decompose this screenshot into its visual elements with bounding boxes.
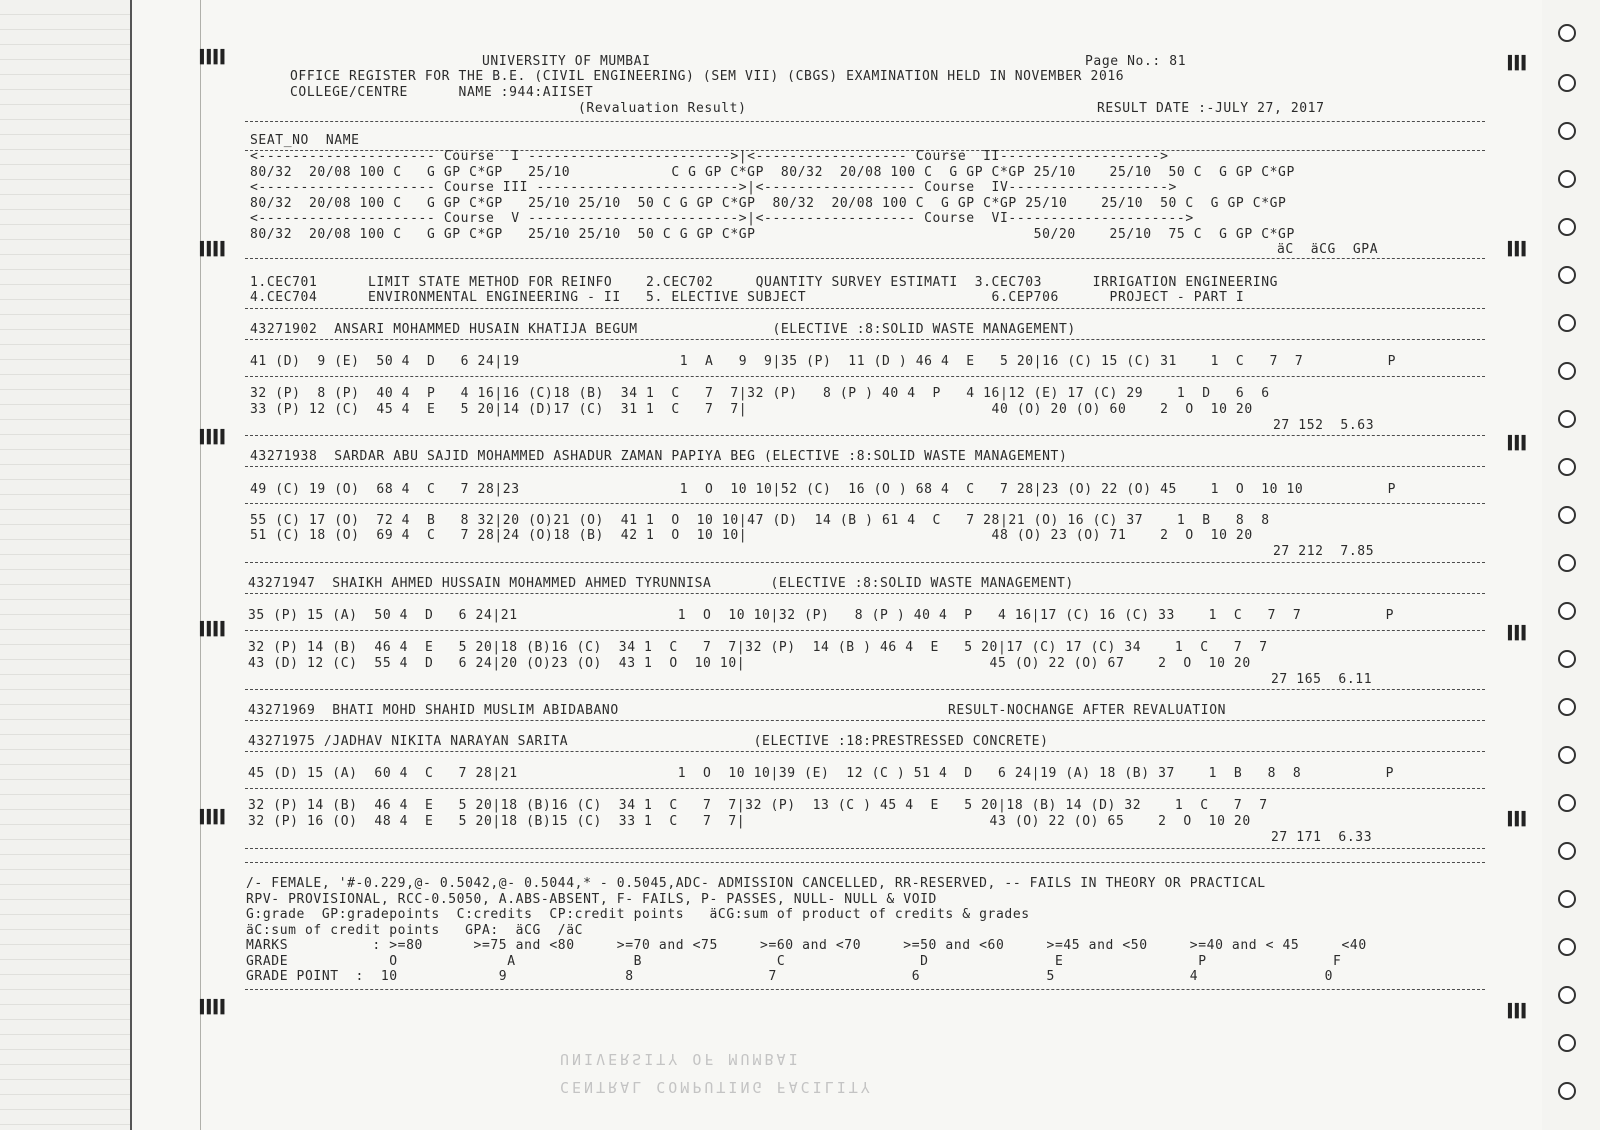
gpa-summary: 27 171 6.33 bbox=[1271, 830, 1373, 845]
divider bbox=[245, 848, 1485, 849]
grade-scale-grades: GRADE O A B C D E P F bbox=[246, 954, 1342, 969]
marks-row: 33 (P) 12 (C) 45 4 E 5 20|14 (D)17 (C) 31 1 C 7 7| 40 (O) 20 (O) 60 2 O 10 20 bbox=[250, 402, 1253, 417]
bleed-through-text: CENTRAL COMPUTING FACILITY bbox=[560, 1078, 873, 1096]
feed-hole bbox=[1558, 74, 1576, 92]
left-margin-strip bbox=[0, 0, 130, 1130]
feed-hole bbox=[1558, 266, 1576, 284]
grade-scale-points: GRADE POINT : 10 9 8 7 6 5 4 0 bbox=[246, 969, 1334, 984]
course-header: <--------------------- Course III ------------------------>|<------------------ Course IV-------------------> bbox=[250, 180, 1177, 195]
registration-mark: ▌▌▌ bbox=[1508, 812, 1529, 827]
legend-line: RPV- PROVISIONAL, RCC-0.5050, A.ABS-ABSENT, F- FAILS, P- PASSES, NULL- NULL & VOID bbox=[246, 892, 937, 907]
course-header: <--------------------- Course I ------------------------>|<------------------ Course II-------------------> bbox=[250, 149, 1169, 164]
marks-row: 55 (C) 17 (O) 72 4 B 8 32|20 (O)21 (O) 41 1 O 10 10|47 (D) 14 (B ) 61 4 C 7 28|21 (O) 16 (C) 37 1 B 8 8 bbox=[250, 513, 1270, 528]
course-header: <--------------------- Course V ------------------------->|<------------------ Course VI---------------------> bbox=[250, 211, 1194, 226]
gpa-summary: 27 212 7.85 bbox=[1273, 544, 1375, 559]
feed-hole bbox=[1558, 890, 1576, 908]
column-header: 80/32 20/08 100 C G GP C*GP 25/10 C G GP C*GP 80/32 20/08 100 C G GP C*GP 25/10 25/10 50 C G GP C*GP bbox=[250, 165, 1295, 180]
feed-hole bbox=[1558, 794, 1576, 812]
result-date: RESULT DATE :-JULY 27, 2017 bbox=[1097, 101, 1325, 116]
subject-list: 1.CEC701 LIMIT STATE METHOD FOR REINFO 2.CEC702 QUANTITY SURVEY ESTIMATI 3.CEC703 IRRIGATION ENGINEERING bbox=[250, 275, 1279, 290]
feed-hole bbox=[1558, 122, 1576, 140]
registration-mark: ▌▌▌ bbox=[1508, 1004, 1529, 1019]
tractor-feed-holes bbox=[1540, 0, 1600, 1130]
feed-hole bbox=[1558, 554, 1576, 572]
revaluation-label: (Revaluation Result) bbox=[578, 101, 747, 116]
column-header: 80/32 20/08 100 C G GP C*GP 25/10 25/10 50 C G GP C*GP 80/32 20/08 100 C G GP C*GP 25/10 25/10 50 C G GP C*GP bbox=[250, 196, 1287, 211]
divider bbox=[245, 308, 1485, 309]
student-title: 43271969 BHATI MOHD SHAHID MUSLIM ABIDABANO bbox=[248, 703, 619, 718]
divider bbox=[245, 562, 1485, 563]
marks-row: 32 (P) 16 (O) 48 4 E 5 20|18 (B)15 (C) 33 1 C 7 7| 43 (O) 22 (O) 65 2 O 10 20 bbox=[248, 814, 1251, 829]
feed-hole bbox=[1558, 170, 1576, 188]
divider bbox=[245, 630, 1485, 631]
feed-hole bbox=[1558, 314, 1576, 332]
registration-mark: ▌▌▌▌ bbox=[200, 622, 228, 637]
divider bbox=[245, 862, 1485, 863]
marks-row: 41 (D) 9 (E) 50 4 D 6 24|19 1 A 9 9|35 (P) 11 (D ) 46 4 E 5 20|16 (C) 15 (C) 31 1 C 7 7 P bbox=[250, 354, 1397, 369]
marks-row: 32 (P) 8 (P) 40 4 P 4 16|16 (C)18 (B) 34 1 C 7 7|32 (P) 8 (P ) 40 4 P 4 16|12 (E) 17 (C) 29 1 D 6 6 bbox=[250, 386, 1270, 401]
feed-hole bbox=[1558, 1082, 1576, 1100]
nochange-status: RESULT-NOCHANGE AFTER REVALUATION bbox=[948, 703, 1227, 718]
gpa-summary: 27 165 6.11 bbox=[1271, 672, 1373, 687]
feed-hole bbox=[1558, 650, 1576, 668]
feed-hole bbox=[1558, 506, 1576, 524]
registration-mark: ▌▌▌ bbox=[1508, 242, 1529, 257]
feed-hole bbox=[1558, 218, 1576, 236]
feed-hole bbox=[1558, 24, 1576, 42]
feed-hole bbox=[1558, 698, 1576, 716]
student-title: 43271902 ANSARI MOHAMMED HUSAIN KHATIJA BEGUM (ELECTIVE :8:SOLID WASTE MANAGEMENT) bbox=[250, 322, 1076, 337]
registration-mark: ▌▌▌ bbox=[1508, 56, 1529, 71]
divider bbox=[245, 258, 1485, 259]
legend-line: äC:sum of credit points GPA: äCG /äC bbox=[246, 923, 584, 938]
grade-scale-marks: MARKS : >=80 >=75 and <80 >=70 and <75 >=60 and <70 >=50 and <60 >=45 and <50 >=40 and < 45 <40 bbox=[246, 938, 1367, 953]
column-header: 80/32 20/08 100 C G GP C*GP 25/10 25/10 50 C G GP C*GP 50/20 25/10 75 C G GP C*GP bbox=[250, 227, 1295, 242]
university-name: UNIVERSITY OF MUMBAI bbox=[482, 54, 651, 69]
registration-mark: ▌▌▌▌ bbox=[200, 1000, 228, 1015]
marks-row: 32 (P) 14 (B) 46 4 E 5 20|18 (B)16 (C) 34 1 C 7 7|32 (P) 14 (B ) 46 4 E 5 20|17 (C) 17 (C) 34 1 C 7 7 bbox=[248, 640, 1268, 655]
divider bbox=[245, 751, 1485, 752]
feed-hole bbox=[1558, 746, 1576, 764]
feed-hole bbox=[1558, 410, 1576, 428]
marks-row: 49 (C) 19 (O) 68 4 C 7 28|23 1 O 10 10|52 (C) 16 (O ) 68 4 C 7 28|23 (O) 22 (O) 45 1 O 10 10 P bbox=[250, 482, 1397, 497]
divider bbox=[245, 593, 1485, 594]
student-title: 43271938 SARDAR ABU SAJID MOHAMMED ASHADUR ZAMAN PAPIYA BEG (ELECTIVE :8:SOLID WASTE MANAGEMENT) bbox=[250, 449, 1068, 464]
registration-mark: ▌▌▌ bbox=[1508, 436, 1529, 451]
marks-row: 43 (D) 12 (C) 55 4 D 6 24|20 (O)23 (O) 43 1 O 10 10| 45 (O) 22 (O) 67 2 O 10 20 bbox=[248, 656, 1251, 671]
legend-line: /- FEMALE, '#-0.229,@- 0.5042,@- 0.5044,* - 0.5045,ADC- ADMISSION CANCELLED, RR-RESERVED, -- FAILS IN THEORY OR PRACTICAL bbox=[246, 876, 1266, 891]
student-title: 43271947 SHAIKH AHMED HUSSAIN MOHAMMED AHMED TYRUNNISA (ELECTIVE :8:SOLID WASTE MANAGEMENT) bbox=[248, 576, 1074, 591]
registration-mark: ▌▌▌▌ bbox=[200, 810, 228, 825]
college-line: COLLEGE/CENTRE NAME :944:AIISET bbox=[290, 85, 594, 100]
divider bbox=[245, 720, 1485, 721]
bleed-through-text: UNIVERSITY OF MUMBAI bbox=[560, 1050, 801, 1068]
registration-mark: ▌▌▌ bbox=[1508, 626, 1529, 641]
marks-row: 45 (D) 15 (A) 60 4 C 7 28|21 1 O 10 10|39 (E) 12 (C ) 51 4 D 6 24|19 (A) 18 (B) 37 1 B 8 8 P bbox=[248, 766, 1395, 781]
registration-mark: ▌▌▌▌ bbox=[200, 430, 228, 445]
registration-mark: ▌▌▌▌ bbox=[200, 50, 228, 65]
divider bbox=[245, 503, 1485, 504]
divider bbox=[245, 466, 1485, 467]
feed-hole bbox=[1558, 938, 1576, 956]
subject-list: 4.CEC704 ENVIRONMENTAL ENGINEERING - II 5. ELECTIVE SUBJECT 6.CEP706 PROJECT - PART I bbox=[250, 290, 1245, 305]
marks-row: 32 (P) 14 (B) 46 4 E 5 20|18 (B)16 (C) 34 1 C 7 7|32 (P) 13 (C ) 45 4 E 5 20|18 (B) 14 (D) 32 1 C 7 7 bbox=[248, 798, 1268, 813]
feed-hole bbox=[1558, 1034, 1576, 1052]
divider bbox=[245, 989, 1485, 990]
register-title: OFFICE REGISTER FOR THE B.E. (CIVIL ENGINEERING) (SEM VII) (CBGS) EXAMINATION HELD IN NOVEMBER 2016 bbox=[290, 69, 1125, 84]
gpa-summary: 27 152 5.63 bbox=[1273, 418, 1375, 433]
registration-mark: ▌▌▌▌ bbox=[200, 242, 228, 257]
feed-hole bbox=[1558, 602, 1576, 620]
page-number: Page No.: 81 bbox=[1085, 54, 1187, 69]
feed-hole bbox=[1558, 458, 1576, 476]
marks-row: 35 (P) 15 (A) 50 4 D 6 24|21 1 O 10 10|32 (P) 8 (P ) 40 4 P 4 16|17 (C) 16 (C) 33 1 C 7 7 P bbox=[248, 608, 1395, 623]
margin-rule bbox=[200, 0, 201, 1130]
divider bbox=[245, 376, 1485, 377]
divider bbox=[245, 689, 1485, 690]
feed-hole bbox=[1558, 362, 1576, 380]
divider bbox=[245, 121, 1485, 122]
divider bbox=[245, 339, 1485, 340]
feed-hole bbox=[1558, 986, 1576, 1004]
totals-header: äC äCG GPA bbox=[1277, 242, 1379, 257]
seat-name-header: SEAT_NO NAME bbox=[250, 133, 360, 148]
marks-row: 51 (C) 18 (O) 69 4 C 7 28|24 (O)18 (B) 42 1 O 10 10| 48 (O) 23 (O) 71 2 O 10 20 bbox=[250, 528, 1253, 543]
student-title: 43271975 /JADHAV NIKITA NARAYAN SARITA (ELECTIVE :18:PRESTRESSED CONCRETE) bbox=[248, 734, 1049, 749]
divider bbox=[245, 788, 1485, 789]
feed-hole bbox=[1558, 842, 1576, 860]
divider bbox=[245, 435, 1485, 436]
legend-line: G:grade GP:gradepoints C:credits CP:credit points äCG:sum of product of credits & grades bbox=[246, 907, 1030, 922]
